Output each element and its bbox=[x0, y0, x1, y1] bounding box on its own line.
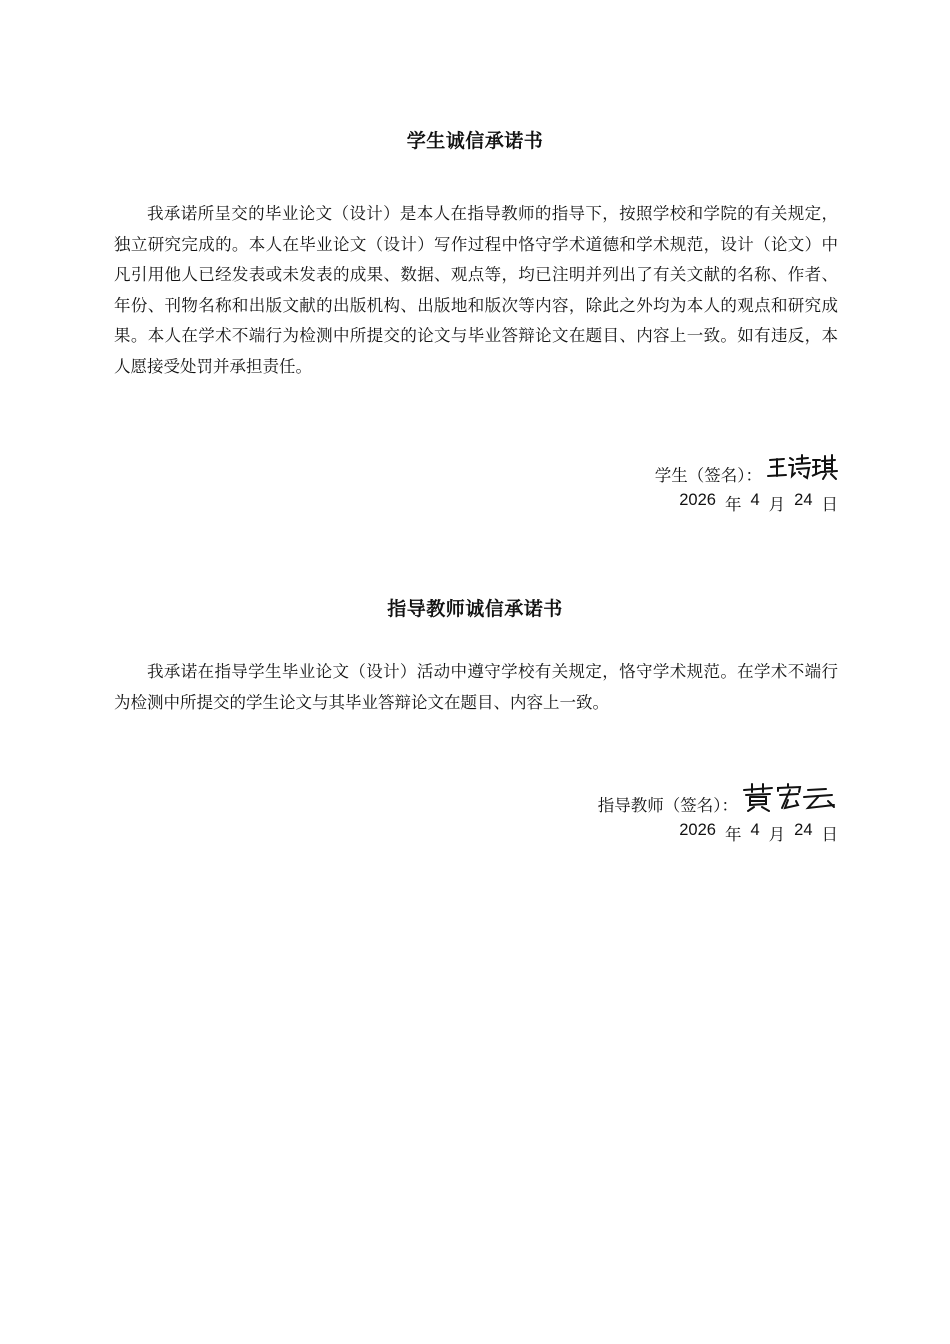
student-date-row bbox=[679, 491, 838, 515]
teacher-date-year: 2026 bbox=[679, 821, 716, 839]
student-date-month: 4 bbox=[750, 491, 760, 509]
teacher-handwritten-signature bbox=[742, 782, 838, 816]
student-date-month-unit: 月 bbox=[768, 495, 786, 514]
teacher-signature-row bbox=[598, 782, 838, 816]
student-pledge-title: 学生诚信承诺书 bbox=[406, 130, 544, 152]
teacher-pledge-paragraph: 我承诺在指导学生毕业论文（设计）活动中遵守学校有关规定，恪守学术规范。在学术不端行为检测中所提交的学生论文与其毕业答辩论文在题目、内容上一致。 bbox=[114, 662, 838, 712]
student-date-day: 24 bbox=[794, 491, 813, 509]
teacher-date-row bbox=[679, 821, 838, 845]
teacher-signature-label: 指导教师（签名）： bbox=[597, 796, 738, 815]
teacher-date-day: 24 bbox=[794, 821, 813, 839]
student-pledge-paragraph: 我承诺所呈交的毕业论文（设计）是本人在指导教师的指导下，按照学校和学院的有关规定，独立研究完成的。本人在毕业论文（设计）写作过程中恪守学术道德和学术规范，设计（论文）中凡引用他人已经发表或未发表的成果、数据、观点等，均已注明并列出了有关文献的名称、作者、年份、刊物名称和出版文献的出版机构、出版地和版次等内容，除此之外均为本人的观点和研究成果。本人在学术不端行为检测中所提交的论文与毕业答辩论文在题目、内容上一致。如有违反，本人愿接受处罚并承担责任。 bbox=[114, 204, 838, 376]
teacher-date-day-unit: 日 bbox=[821, 825, 838, 844]
teacher-date-month-unit: 月 bbox=[768, 825, 786, 844]
student-date-year-unit: 年 bbox=[724, 495, 742, 514]
student-signature-label: 学生（签名）： bbox=[654, 466, 762, 485]
teacher-date-year-unit: 年 bbox=[724, 825, 742, 844]
student-date-year: 2026 bbox=[679, 491, 716, 509]
student-signature-row bbox=[655, 452, 838, 486]
student-handwritten-signature bbox=[766, 452, 838, 486]
teacher-pledge-title: 指导教师诚信承诺书 bbox=[387, 598, 563, 620]
student-date-day-unit: 日 bbox=[821, 495, 838, 514]
teacher-date-month: 4 bbox=[750, 821, 760, 839]
